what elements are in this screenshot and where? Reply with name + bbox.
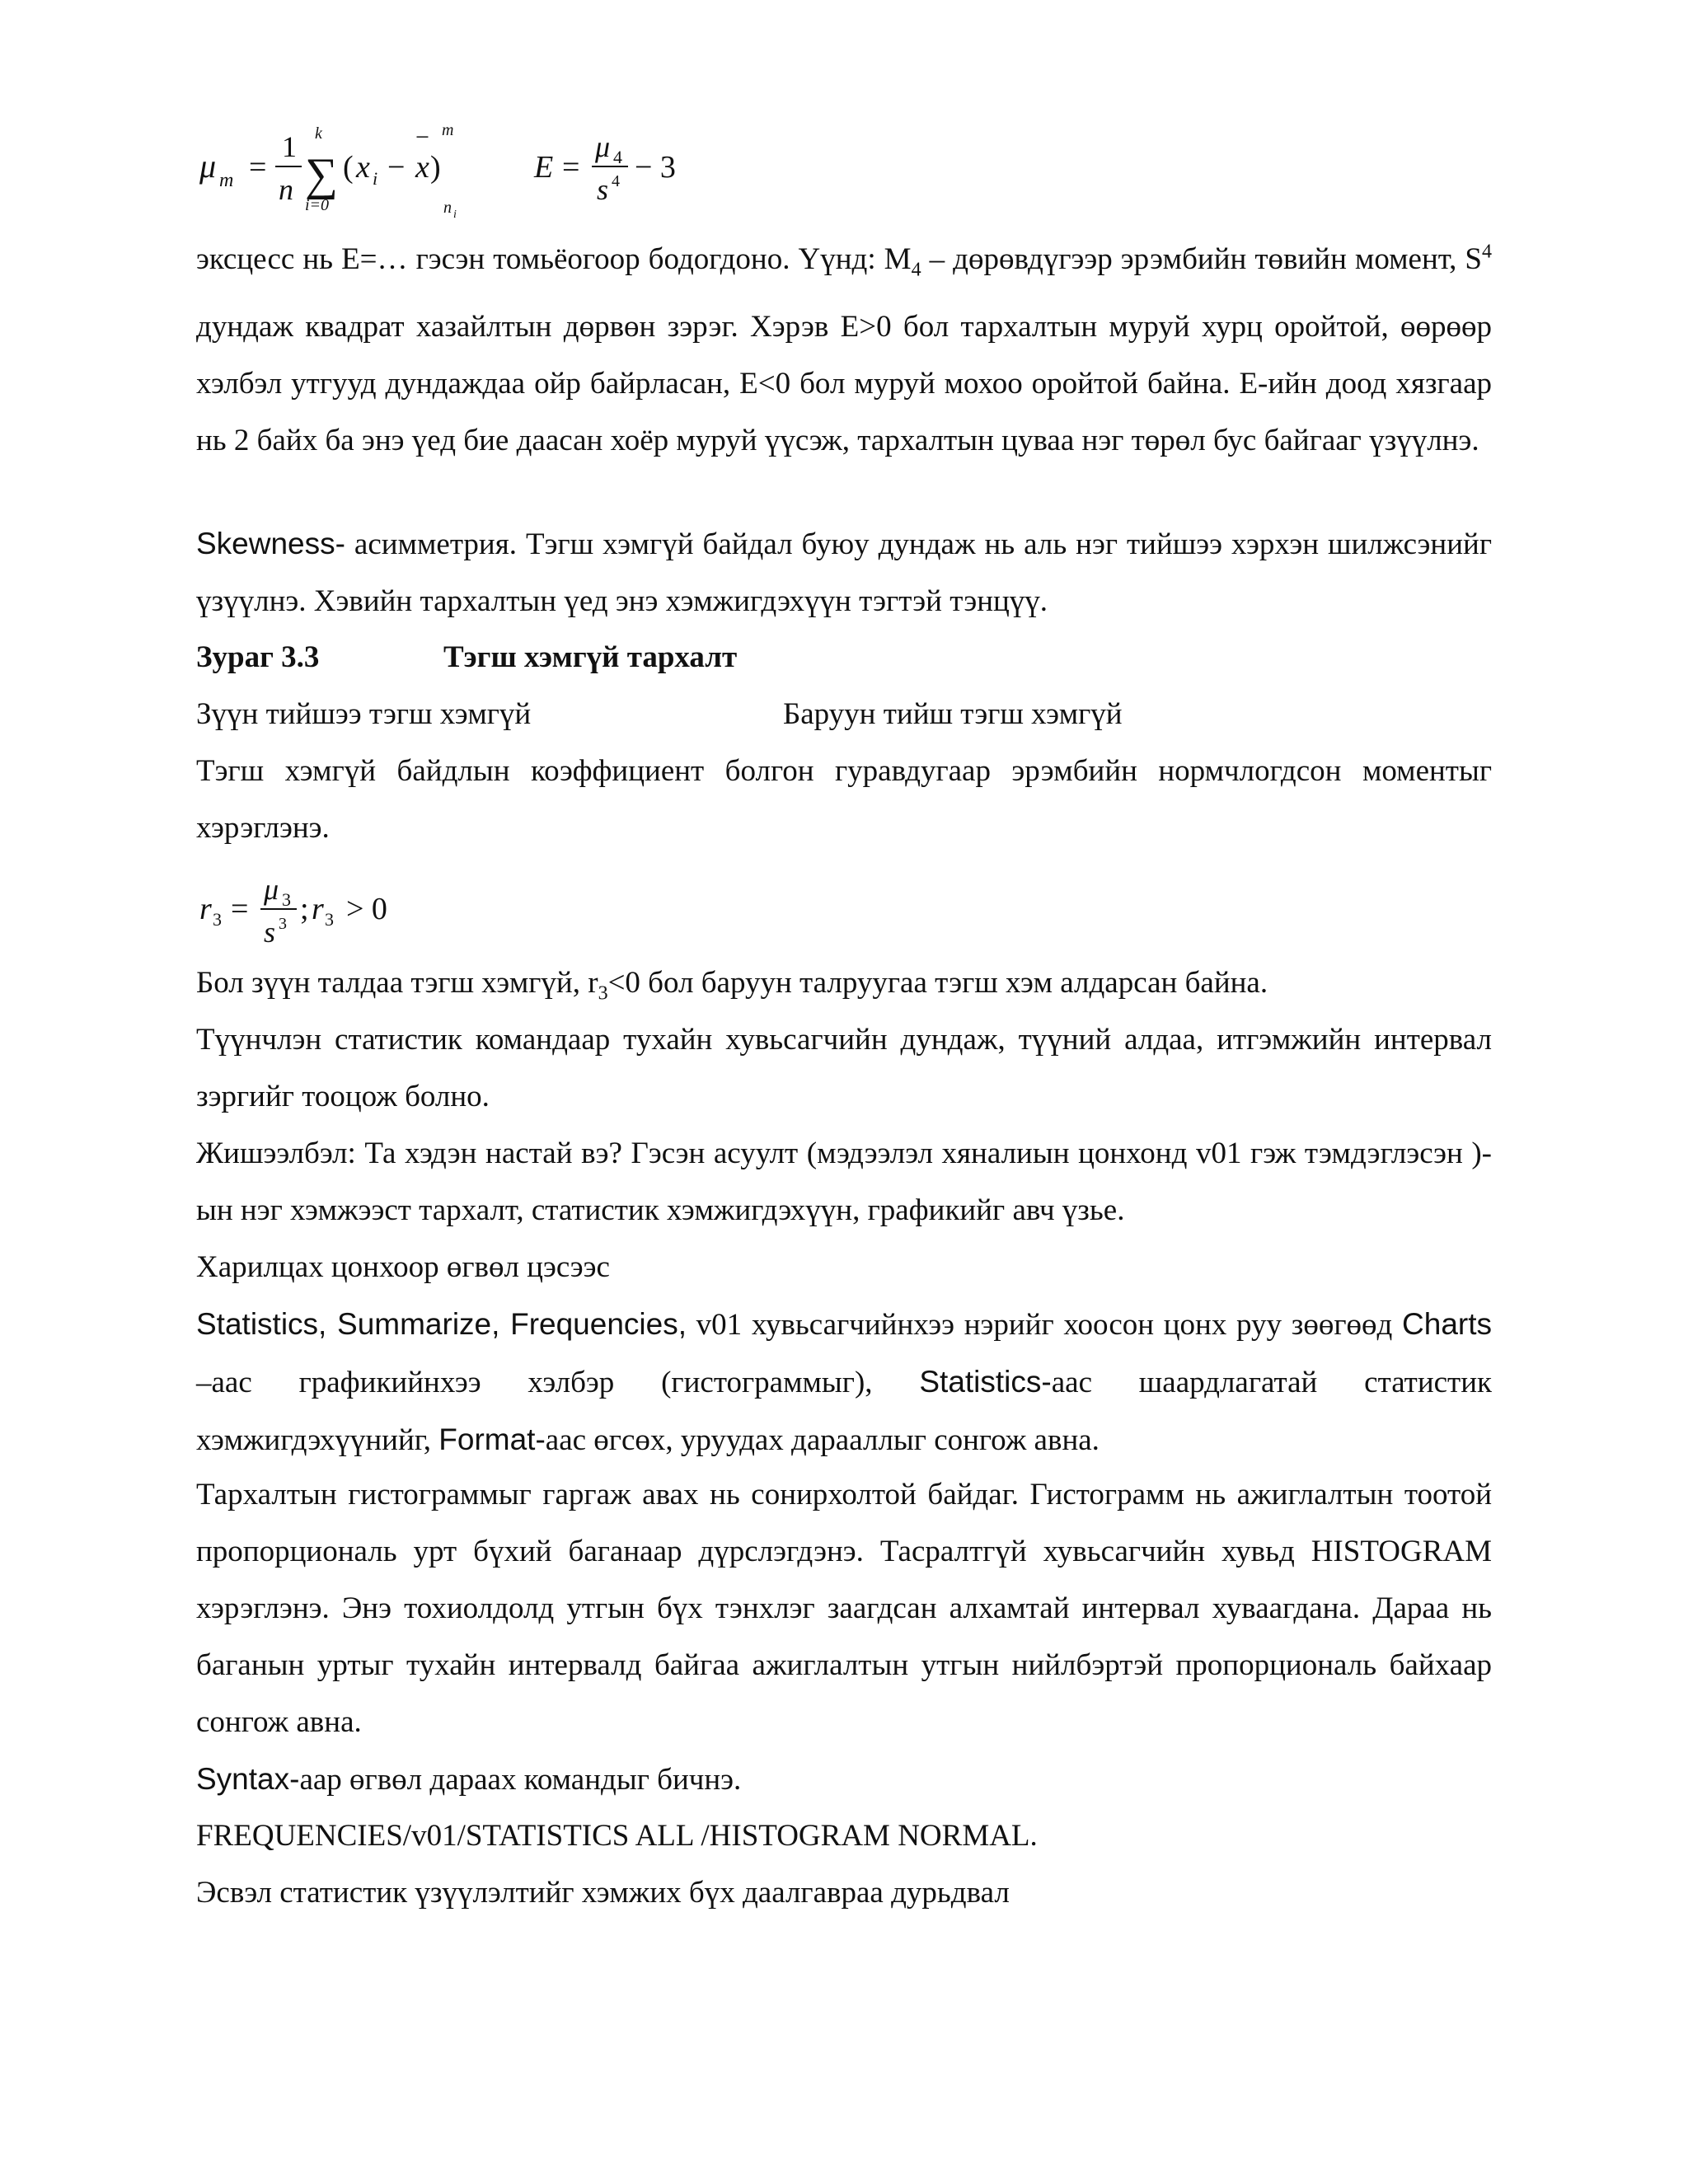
r3-mu-subscript: 3 bbox=[282, 889, 291, 910]
r3-r2: r bbox=[312, 892, 324, 926]
excess-E: E bbox=[534, 150, 554, 185]
excess-text-c: дундаж квадрат хазайлтын дөрвөн зэрэг. Хэрэв E>0 бол тархалтын муруй хурц оройтой, өөрөөр хэлбэл утгууд дундаждаа ойр байрласан, E<0 бол муруй мохоо оройтой байна. E-ийн доод хязгаар нь 2 байх ба энэ үед бие даасан хоёр муруй үүсэж, тархалтын цуваа нэг төрөл бус байгааг үзүүлнэ. bbox=[196, 310, 1492, 458]
r3-formula bbox=[190, 869, 437, 960]
figure-caption bbox=[196, 629, 738, 686]
stat-command-paragraph bbox=[196, 1011, 1492, 1125]
mu4-subscript: 4 bbox=[613, 147, 622, 167]
sum-lower-limit: i=0 bbox=[305, 196, 330, 214]
r3-mu: μ bbox=[264, 873, 279, 906]
histogram-text: Тархалтын гистограммыг гаргаж авах нь сонирхолтой байдаг. Гистограмм нь ажиглалтын тоотой пропорциональ урт бүхий баганаар дүрслэгдэнэ. Тасралтгүй хувьсагчийн хувьд HISTOGRAM хэрэглэнэ. Энэ тохиолдолд утгын бүх тэнхлэг заагдсан алхамтай интервал хуваагдана. Дараа нь баганын уртыг тухайн интервалд байгаа ажиглалтын утгын нийлбэртэй пропорциональ байхаар сонгож авна. bbox=[196, 1478, 1492, 1739]
skew-labels-row bbox=[196, 686, 1492, 743]
example-text: Жишээлбэл: Та хэдэн настай вэ? Гэсэн асуулт (мэдээлэл хяналиын цонхонд v01 гэж тэмдэглэсэн )-ын нэг хэмжээст тархалт, статистик хэмжигдэхүүн, графикийг авч үзье. bbox=[196, 1137, 1492, 1227]
skewness-text bbox=[196, 515, 1492, 630]
stat-command-text: Түүнчлэн статистик командаар тухайн хувьсагчийн дундаж, түүний алдаа, итгэмжийн интервал зэргийг тооцож болно. bbox=[196, 1023, 1492, 1113]
formula-svg bbox=[190, 115, 701, 223]
excess-equals: = bbox=[562, 150, 580, 185]
r3-r2-subscript: 3 bbox=[325, 909, 334, 930]
r3-explanation-b: <0 бол баруун талруугаа тэгш хэм алдарсан байна. bbox=[607, 966, 1268, 1000]
skewness-definition: асимметрия. Тэгш хэмгүй байдал буюу дундаж нь аль нэг тийшээ хэрхэн шилжсэнийг үзүүлнэ. Хэвийн тархалтын үед энэ хэмжигдэхүүн тэгтэй тэнцүү. bbox=[196, 527, 1492, 618]
minus-sign: − bbox=[387, 150, 406, 185]
excess-paragraph bbox=[196, 231, 1492, 469]
frequencies-command bbox=[196, 1807, 1038, 1864]
menu-path: Statistics, Summarize, Frequencies, bbox=[196, 1307, 687, 1341]
close-paren: ) bbox=[430, 150, 441, 185]
r3-r: r bbox=[199, 892, 212, 926]
statistics-term: Statistics- bbox=[919, 1365, 1052, 1399]
frequencies-command-text: FREQUENCIES/v01/STATISTICS ALL /HISTOGRAM NORMAL. bbox=[196, 1819, 1038, 1853]
n-i-weight: n bbox=[443, 199, 452, 217]
r3-equals: = bbox=[231, 892, 249, 926]
menu-text-h: аас өгсөх, уруудах дарааллыг сонгож авна. bbox=[545, 1423, 1100, 1457]
r3-formula-svg bbox=[190, 869, 437, 960]
x-bar-variable: x bbox=[415, 150, 429, 185]
example-paragraph bbox=[196, 1125, 1492, 1239]
x-subscript: i bbox=[373, 168, 378, 189]
s-denominator: s bbox=[597, 173, 609, 206]
format-term: Format- bbox=[438, 1422, 546, 1456]
mu4-symbol: μ bbox=[595, 130, 611, 163]
coefficient-paragraph bbox=[196, 743, 1492, 856]
r3-greater-zero: > 0 bbox=[346, 892, 387, 926]
sigma-symbol: ∑ bbox=[305, 149, 338, 200]
sum-upper-limit: k bbox=[315, 124, 322, 143]
minus-three: − 3 bbox=[635, 150, 676, 185]
equals-sign: = bbox=[249, 150, 267, 185]
r3-s: s bbox=[264, 916, 276, 949]
menu-text-b: v01 хувьсагчийнхээ нэрийг хоосон цонх руу зөөгөөд bbox=[687, 1308, 1403, 1342]
menu-text-f: аас шаардлагатай статистик хэмжигдэхүүнийг, bbox=[196, 1366, 1492, 1457]
left-skew-label: Зүүн тийшээ тэгш хэмгүй bbox=[196, 697, 532, 731]
skewness-term: Skewness- bbox=[196, 527, 345, 560]
fraction-denominator: n bbox=[279, 173, 293, 206]
x-bar-overline: − bbox=[415, 124, 429, 151]
syntax-line bbox=[196, 1750, 741, 1808]
right-skew-label: Баруун тийш тэгш хэмгүй bbox=[783, 697, 1123, 731]
r3-explanation-sub: 3 bbox=[598, 982, 608, 1005]
coefficient-text: Тэгш хэмгүй байдлын коэффициент болгон гуравдугаар эрэмбийн нормчлогдсон моментыг хэрэглэнэ. bbox=[196, 754, 1492, 845]
charts-term: Charts bbox=[1402, 1307, 1492, 1341]
excess-text-b: – дөрөвдүгээр эрэмбийн төвийн момент, S bbox=[921, 242, 1482, 276]
menu-text-d: –аас графикийнхээ хэлбэр (гистограммыг), bbox=[196, 1366, 920, 1399]
dialog-text: Харилцах цонхоор өгвөл цэсээс bbox=[196, 1250, 610, 1284]
excess-text bbox=[196, 231, 1492, 469]
r3-semicolon: ; bbox=[300, 892, 309, 926]
exponent-m: m bbox=[442, 121, 454, 139]
dialog-line bbox=[196, 1239, 610, 1296]
menu-paragraph bbox=[196, 1296, 1492, 1469]
r3-s-exponent: 3 bbox=[279, 915, 287, 933]
syntax-term: Syntax- bbox=[196, 1762, 300, 1796]
excess-text-a: эксцесс нь E=… гэсэн томьёогоор бодогдоно. Үүнд: M bbox=[196, 242, 912, 276]
s4-superscript: 4 bbox=[1482, 241, 1492, 263]
mu-symbol: μ bbox=[199, 148, 217, 185]
figure-label: Зураг 3.3 bbox=[196, 640, 320, 674]
n-i-subscript: i bbox=[453, 209, 457, 221]
histogram-paragraph bbox=[196, 1466, 1492, 1750]
figure-title: Тэгш хэмгүй тархалт bbox=[443, 640, 738, 674]
r3-explanation-a: Бол зүүн талдаа тэгш хэмгүй, r bbox=[196, 966, 598, 1000]
mu-subscript: m bbox=[219, 170, 234, 191]
skewness-paragraph bbox=[196, 515, 1492, 630]
last-line bbox=[196, 1864, 1010, 1921]
syntax-text: аар өгвөл дараах командыг бичнэ. bbox=[299, 1763, 742, 1797]
menu-text bbox=[196, 1296, 1492, 1469]
fraction-numerator: 1 bbox=[282, 130, 297, 163]
last-line-text: Эсвэл статистик үзүүлэлтийг хэмжих бүх даалгавраа дурьдвал bbox=[196, 1876, 1010, 1910]
s-exponent: 4 bbox=[612, 172, 620, 190]
r3-subscript: 3 bbox=[213, 909, 222, 930]
x-variable: x bbox=[356, 150, 370, 185]
moment-excess-formulas bbox=[190, 115, 701, 223]
open-paren: ( bbox=[343, 150, 354, 185]
m4-subscript: 4 bbox=[911, 259, 921, 281]
